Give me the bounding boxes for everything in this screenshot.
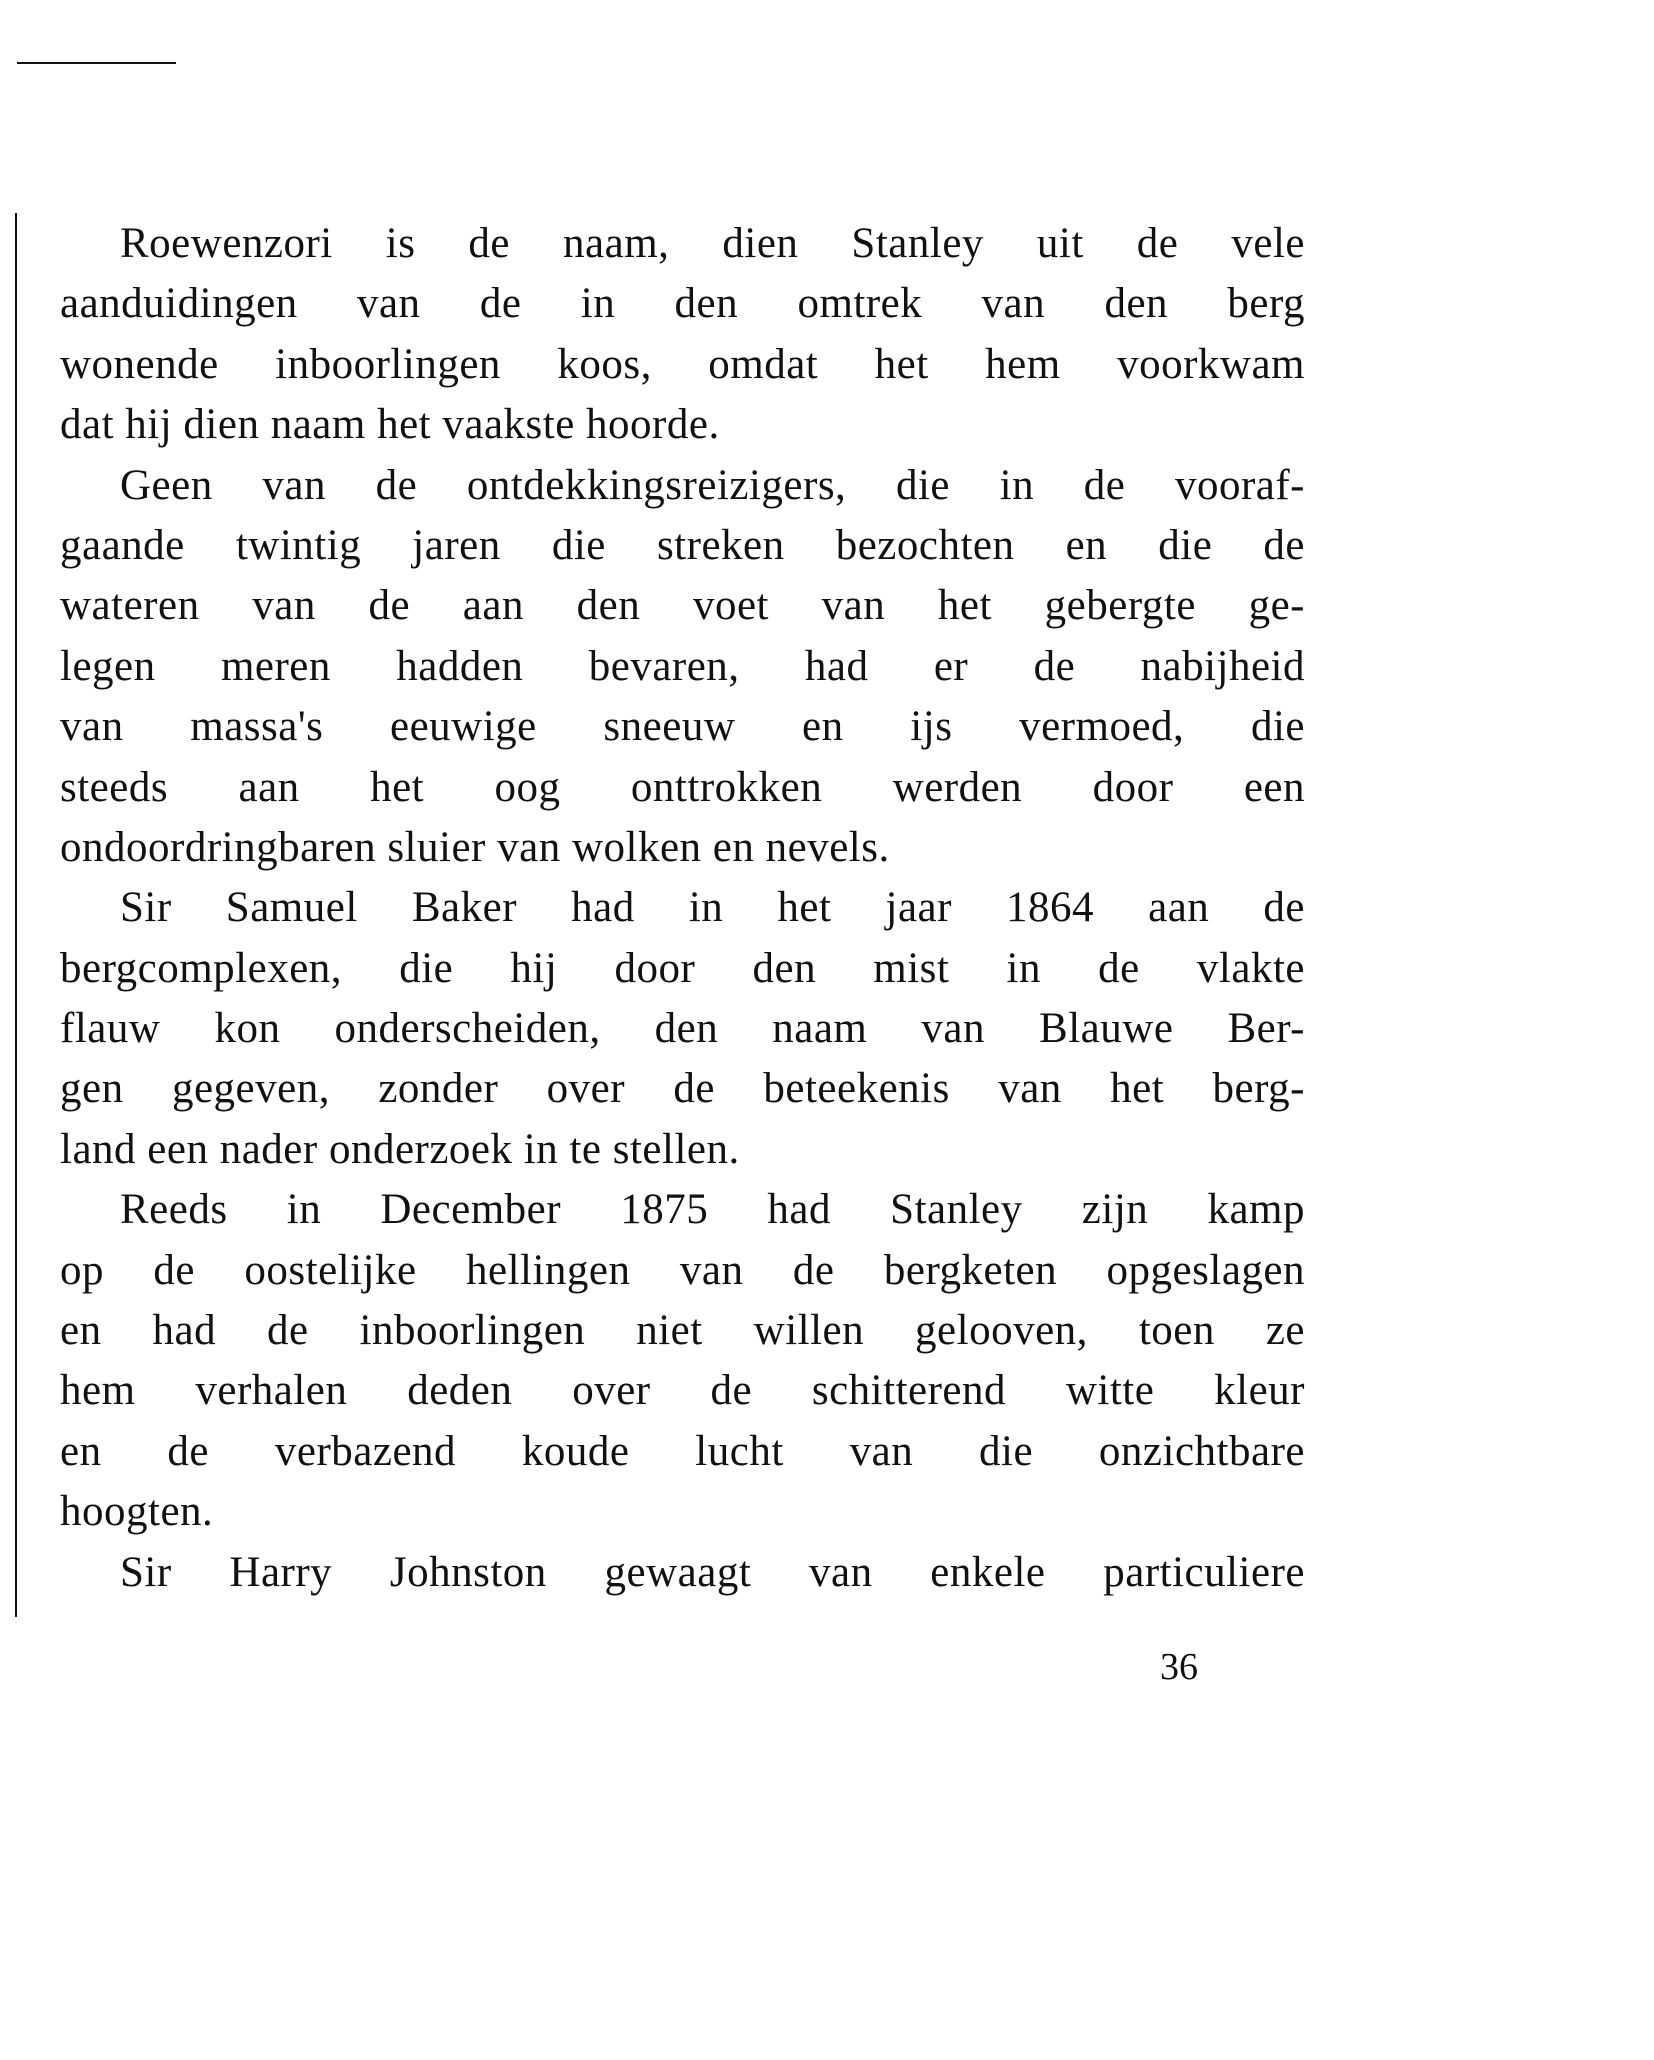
text-line: Roewenzori is de naam, dien Stanley uit de vele [120,220,1305,267]
body-text [60,214,1305,1603]
text-line: steeds aan het oog onttrokken werden door een [60,763,1305,811]
text-line: bergcomplexen, die hij door den mist in de vlakte [60,944,1305,992]
text-line: legen meren hadden bevaren, had er de nabijheid [60,642,1305,690]
text-line: van massa's eeuwige sneeuw en ijs vermoed, die [60,703,1305,751]
text-line: gaande twintig jaren die streken bezochten en die de [60,521,1305,569]
text-line: Reeds in December 1875 had Stanley zijn kamp [120,1186,1305,1234]
margin-bar [15,213,17,1617]
text-line: op de oostelijke hellingen van de bergketen opgeslagen [60,1246,1305,1294]
text-line: aanduidingen van de in den omtrek van den berg [60,280,1305,328]
text-line: ondoordringbaren sluier van wolken en nevels. [60,823,890,871]
text-line: dat hij dien naam het vaakste hoorde. [60,401,720,449]
text-line: wonende inboorlingen koos, omdat het hem voorkwam [60,340,1305,388]
text-line: flauw kon onderscheiden, den naam van Blauwe Ber- [60,1005,1305,1053]
text-line: hem verhalen deden over de schitterend witte kleur [60,1367,1305,1415]
text-line: en had de inboorlingen niet willen gelooven, toen ze [60,1307,1305,1355]
text-line: hoogten. [60,1488,214,1536]
page-number: 36 [1160,1646,1198,1688]
text-line: en de verbazend koude lucht van die onzichtbare [60,1427,1305,1475]
text-line: land een nader onderzoek in te stellen. [60,1125,740,1173]
text-line: gen gegeven, zonder over de beteekenis van het berg- [60,1065,1305,1113]
top-rule [17,62,176,64]
text-line: Sir Harry Johnston gewaagt van enkele particuliere [120,1548,1305,1596]
text-line: wateren van de aan den voet van het gebergte ge- [60,582,1305,630]
text-line: Sir Samuel Baker had in het jaar 1864 aan de [120,884,1305,932]
text-line: Geen van de ontdekkingsreizigers, die in de vooraf- [120,461,1305,509]
